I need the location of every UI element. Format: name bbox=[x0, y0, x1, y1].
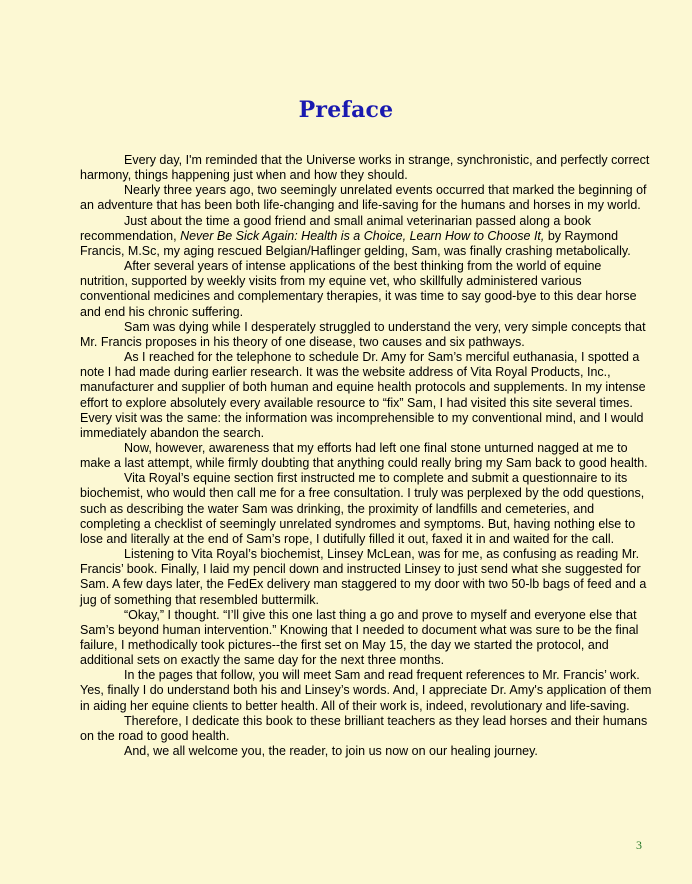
paragraph: After several years of intense applications of the best thinking from the world of equine nutrition, supported by weekly visits from my equine vet, who skillfully administered various conventional medicines and complementary therapies, it was time to say good-bye to this dear horse and end his chronic suffering. bbox=[80, 259, 637, 319]
preface-body bbox=[80, 153, 652, 759]
paragraph: Sam was dying while I desperately struggled to understand the very, very simple concepts that Mr. Francis proposes in his theory of one disease, two causes and six pathways. bbox=[80, 319, 646, 349]
paragraph-text: by Raymond Francis, M.Sc, my aging rescued Belgian/Haflinger gelding, Sam, was finally crashing metabolically. bbox=[80, 228, 631, 258]
page-number: 3 bbox=[636, 838, 642, 852]
book-title: Never Be Sick Again: Health is a Choice, Learn How to Choose It, bbox=[180, 228, 545, 243]
paragraph: Now, however, awareness that my efforts had left one final stone unturned nagged at me to make a last attempt, while firmly doubting that anything could really bring my Sam back to good health. bbox=[80, 440, 648, 471]
paragraph: Nearly three years ago, two seemingly unrelated events occurred that marked the beginning of an adventure that has been both life-changing and life-saving for the humans and horses in my world. bbox=[80, 183, 647, 213]
paragraph: Every day, I'm reminded that the Universe works in strange, synchronistic, and perfectly correct harmony, things happening just when and how they should. bbox=[80, 153, 650, 183]
paragraph: And, we all welcome you, the reader, to join us now on our healing journey. bbox=[124, 744, 538, 759]
paragraph: As I reached for the telephone to schedule Dr. Amy for Sam’s merciful euthanasia, I spotted a note I had made during earlier research. It was the website address of Vita Royal Products, Inc., manufacturer and supplier of both human and equine health protocols and supplements. In my intense effort to explore absolutely every available resource to “fix” Sam, I had visited this site several times. Every visit was the same: the information was incomprehensible to my conventional mind, and I would immediately abandon the search. bbox=[80, 350, 646, 440]
paragraph: In the pages that follow, you will meet Sam and read frequent references to Mr. Francis’ work. Yes, finally I do understand both his and Linsey’s words. And, I appreciate Dr. Amy's application of them in aiding her equine clients to better health. All of their work is, indeed, revolutionary and life-saving. bbox=[80, 668, 652, 713]
paragraph: Listening to Vita Royal’s biochemist, Linsey McLean, was for me, as confusing as reading Mr. Francis’ book. Finally, I laid my pencil down and instructed Linsey to just send what she suggested for Sam. A few days later, the FedEx delivery man staggered to my door with two 50-lb bags of feed and a jug of something that resembled buttermilk. bbox=[80, 547, 647, 607]
paragraph: Therefore, I dedicate this book to these brilliant teachers as they lead horses and their humans on the road to good health. bbox=[80, 713, 648, 743]
paragraph-text: Just about the time a good friend and small animal veterinarian passed along a book recommendation, bbox=[80, 213, 591, 243]
page-title: Preface bbox=[298, 97, 394, 123]
paragraph: “Okay,” I thought. “I’ll give this one last thing a go and prove to myself and everyone else that Sam’s beyond human intervention.” Knowing that I needed to document what was sure to be the final failure, I methodically took pictures--the first set on May 15, the day we started the protocol, and additional sets on exactly the same day for the next three months. bbox=[80, 607, 639, 668]
paragraph bbox=[80, 214, 652, 259]
paragraph: Vita Royal’s equine section first instructed me to complete and submit a questionnaire to its biochemist, who would then call me for a free consultation. I truly was perplexed by the odd questions, such as describing the water Sam was drinking, the proximity of landfills and cemeteries, and completing a checklist of seemingly unrelated syndromes and symptoms. But, having nothing else to lose and literally at the end of Sam’s rope, I dutifully filled it out, faxed it in and waited for the call. bbox=[80, 471, 645, 546]
